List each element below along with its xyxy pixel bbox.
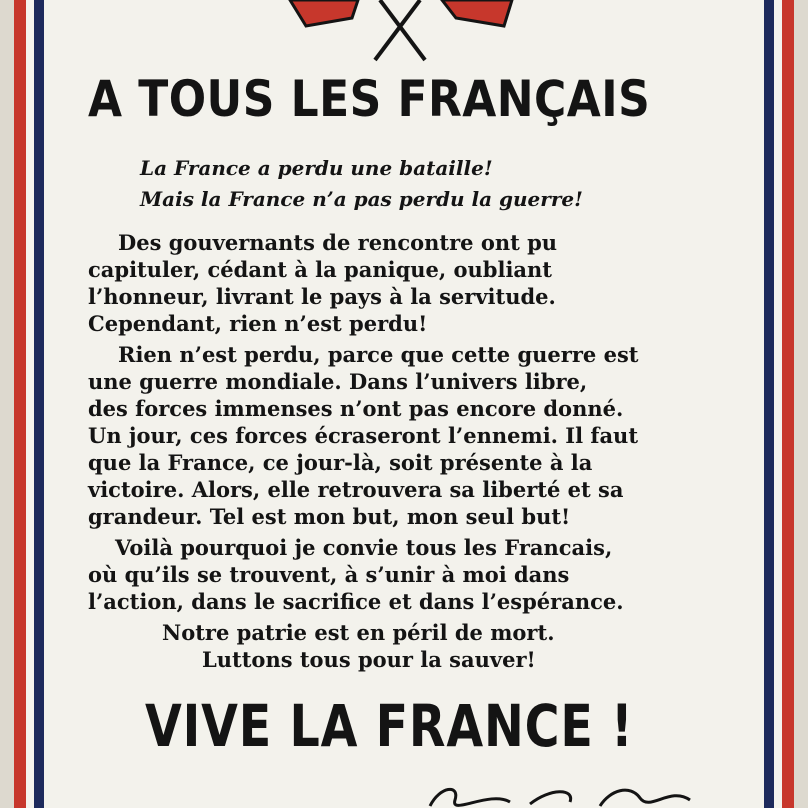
right-white-stripe xyxy=(774,0,782,808)
paragraph-1-line-1: Des gouvernants de rencontre ont pu xyxy=(118,230,558,255)
left-blue-stripe xyxy=(34,0,44,808)
closing-slogan: VIVE LA FRANCE ! xyxy=(145,692,634,760)
paragraph-2-line-1: Rien n’est perdu, parce que cette guerre est xyxy=(118,342,639,367)
paragraph-2-line-7: grandeur. Tel est mon but, mon seul but! xyxy=(88,504,571,529)
paragraph-4-line-1: Notre patrie est en péril de mort. xyxy=(162,620,555,645)
left-red-stripe xyxy=(14,0,26,808)
paragraph-2-line-3: des forces immenses n’ont pas encore donné. xyxy=(88,396,624,421)
left-white-stripe xyxy=(26,0,34,808)
poster-right-margin xyxy=(794,0,808,808)
paragraph-3-line-3: l’action, dans le sacrifice et dans l’espérance. xyxy=(88,589,624,614)
right-blue-stripe xyxy=(764,0,774,808)
signature-graphic xyxy=(400,780,700,808)
poster-title: A TOUS LES FRANÇAIS xyxy=(88,70,651,128)
crossed-flags-icon xyxy=(280,0,520,64)
paragraph-3-line-2: où qu’ils se trouvent, à s’unir à moi dans xyxy=(88,562,570,587)
paragraph-1-line-2: capituler, cédant à la panique, oubliant xyxy=(88,257,553,282)
right-red-stripe xyxy=(782,0,794,808)
paragraph-2-line-4: Un jour, ces forces écraseront l’ennemi. Il faut xyxy=(88,423,639,448)
paragraph-2-line-5: que la France, ce jour-là, soit présente à la xyxy=(88,450,593,475)
subtitle-line-1: La France a perdu une bataille! xyxy=(140,156,493,180)
poster-left-margin xyxy=(0,0,14,808)
paragraph-2-line-6: victoire. Alors, elle retrouvera sa liberté et sa xyxy=(88,477,624,502)
paragraph-3-line-1: Voilà pourquoi je convie tous les Francais, xyxy=(115,535,613,560)
paragraph-4-line-2: Luttons tous pour la sauver! xyxy=(202,647,536,672)
paragraph-1-line-3: l’honneur, livrant le pays à la servitude. xyxy=(88,284,556,309)
subtitle-line-2: Mais la France n’a pas perdu la guerre! xyxy=(140,187,583,211)
paragraph-2-line-2: une guerre mondiale. Dans l’univers libre, xyxy=(88,369,588,394)
paragraph-1-line-4: Cependant, rien n’est perdu! xyxy=(88,311,428,336)
